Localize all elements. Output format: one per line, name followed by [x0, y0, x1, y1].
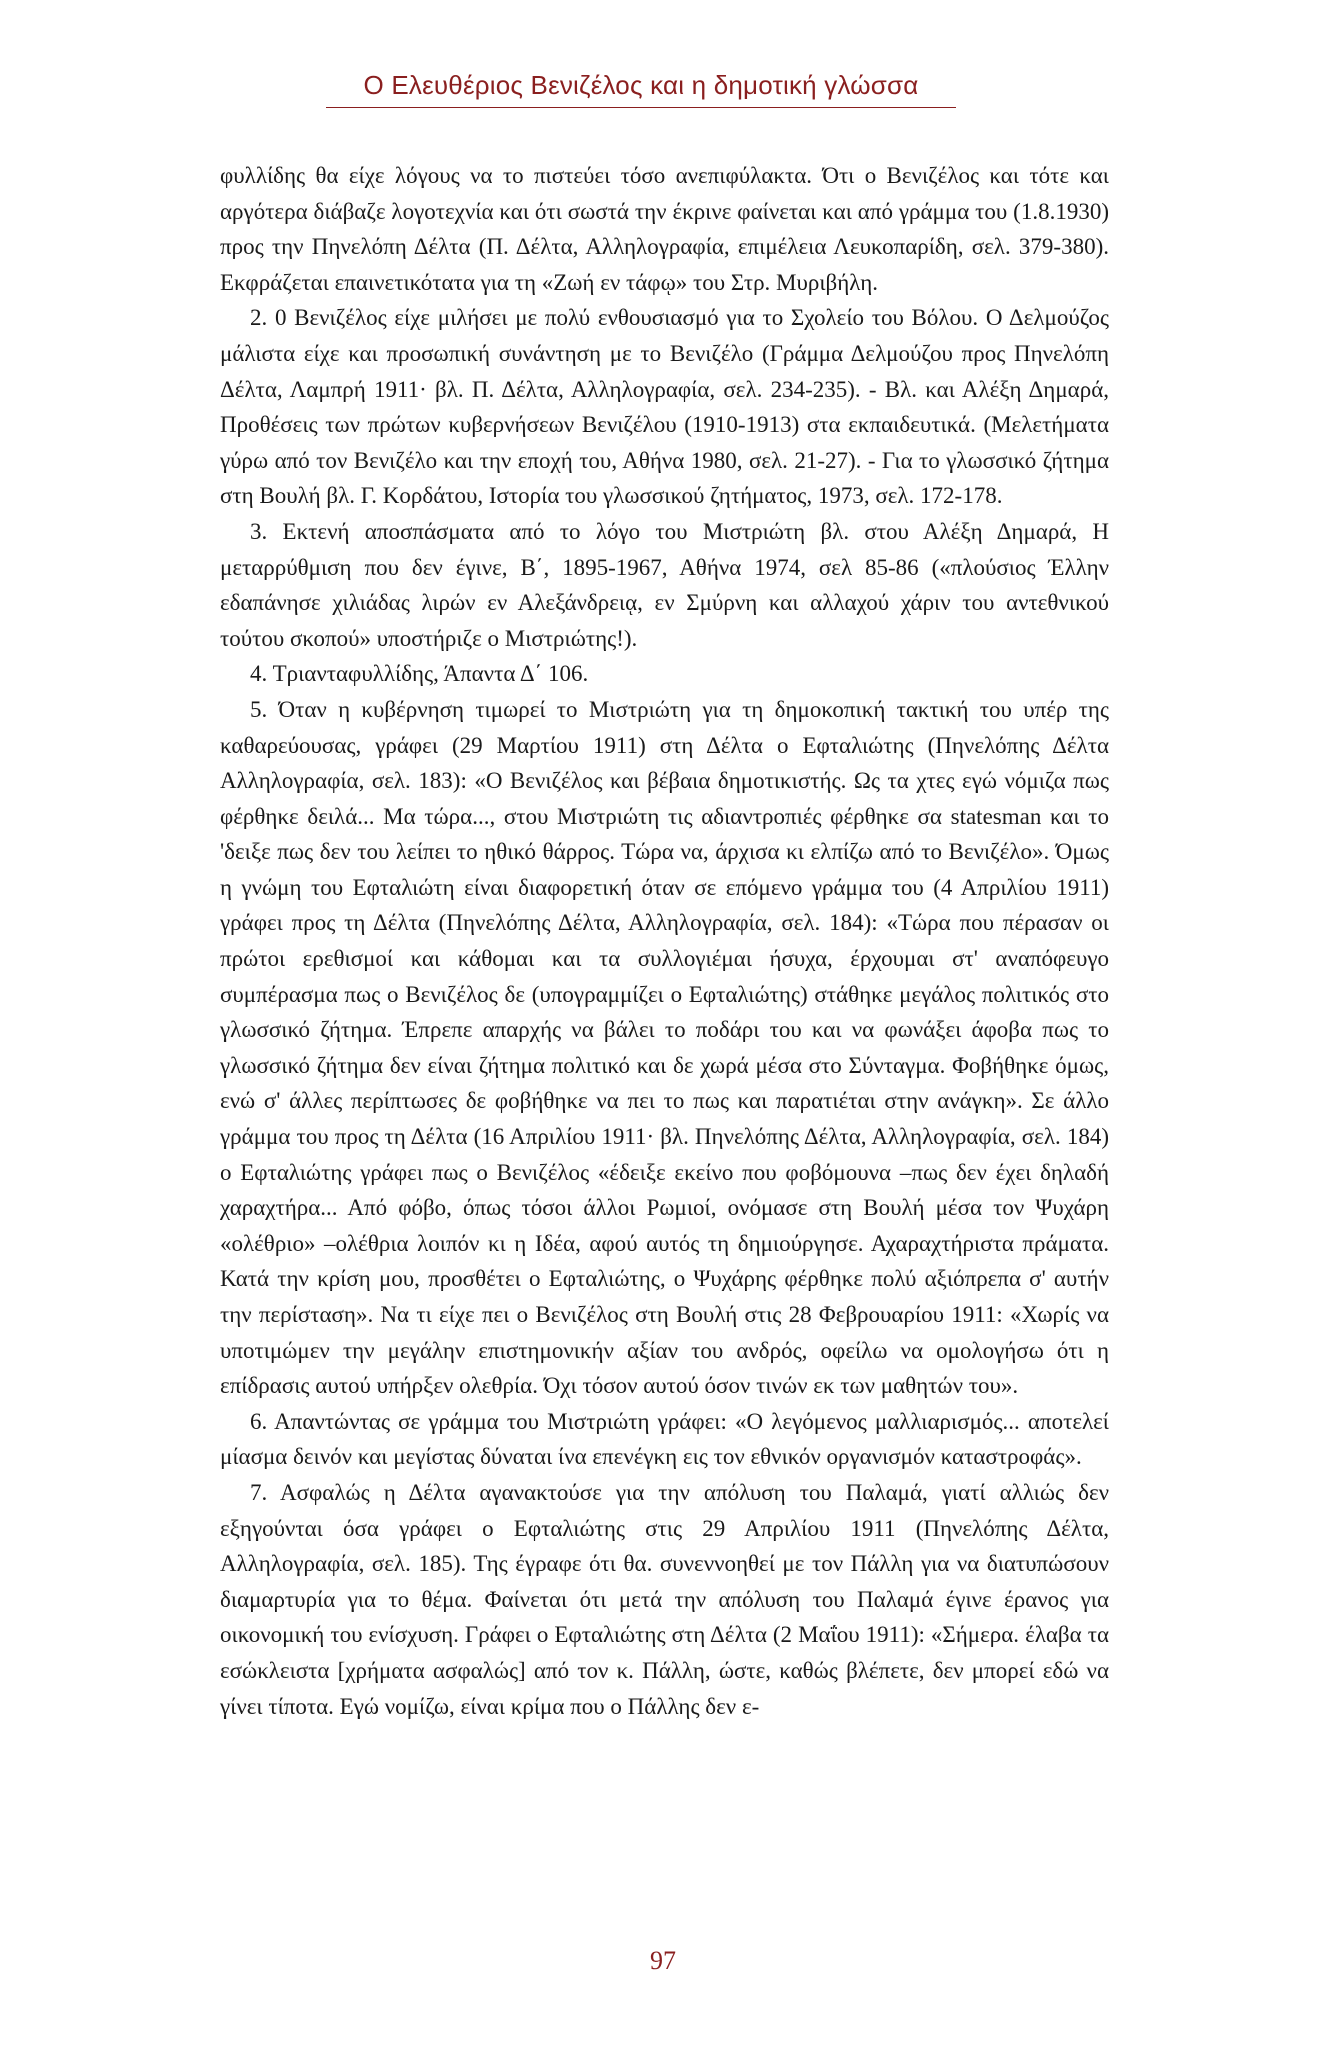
footnotes-body	[220, 158, 1109, 1724]
note-7: 7. Ασφαλώς η Δέλτα αγανακτούσε για την απόλυση του Παλαμά, γιατί αλλιώς δεν εξηγούνται όσα γράφει ο Εφταλιώτης στις 29 Απριλίου 1911 (Πηνελόπης Δέλτα, Αλληλογραφία, σελ. 185). Της έγραφε ότι θα. συνεννοηθεί με τον Πάλλη για να διατυπώσουν διαμαρτυρία για το θέμα. Φαίνεται ότι μετά την απόλυση του Παλαμά έγινε έρανος για οικονομική του ενίσχυση. Γράφει ο Εφταλιώτης στη Δέλτα (2 Μαΐου 1911): «Σήμερα. έλαβα τα εσώκλειστα [χρήματα ασφαλώς] από τον κ. Πάλλη, ώστε, καθώς βλέπετε, δεν μπορεί εδώ να γίνει τίποτα. Εγώ νομίζω, είναι κρίμα που ο Πάλλης δεν ε-	[220, 1479, 1109, 1719]
note-2: 2. 0 Βενιζέλος είχε μιλήσει με πολύ ενθουσιασμό για το Σχολείο του Βόλου. Ο Δελμούζος μάλιστα είχε και προσωπική συνάντηση με το Βενιζέλο (Γράμμα Δελμούζου προς Πηνελόπη Δέλτα, Λαμπρή 1911· βλ. Π. Δέλτα, Αλληλογραφία, σελ. 234-235). - Βλ. και Αλέξη Δημαρά, Προθέσεις των πρώτων κυβερνήσεων Βενιζέλου (1910-1913) στα εκπαιδευτικά. (Μελετήματα γύρω από τον Βενιζέλο και την εποχή του, Αθήνα 1980, σελ. 21-27). - Για το γλωσσικό ζήτημα στη Βουλή βλ. Γ. Κορδάτου, Ιστορία του γλωσσικού ζητήματος, 1973, σελ. 172-178.	[220, 305, 1109, 509]
running-head-title: Ο Ελευθέριος Βενιζέλος και η δημοτική γλώσσα	[326, 70, 956, 108]
note-continuation: φυλλίδης θα είχε λόγους να το πιστεύει τόσο ανεπιφύλακτα. Ότι ο Βενιζέλος και τότε και αργότερα διάβαζε λογοτεχνία και ότι σωστά την έκρινε φαίνεται και από γράμμα του (1.8.1930) προς την Πηνελόπη Δέλτα (Π. Δέλτα, Αλληλογραφία, επιμέλεια Λευκοπαρίδη, σελ. 379-380). Εκφράζεται επαινετικότατα για τη «Ζωή εν τάφῳ» του Στρ. Μυριβήλη.	[220, 163, 1109, 295]
note-3: 3. Εκτενή αποσπάσματα από το λόγο του Μιστριώτη βλ. στου Αλέξη Δημαρά, Η μεταρρύθμιση που δεν έγινε, Β΄, 1895-1967, Αθήνα 1974, σελ 85-86 («πλούσιος Έλλην εδαπάνησε χιλιάδας λιρών εν Αλεξάνδρειᾳ, εν Σμύρνη και αλλαχού χάριν του αντεθνικού τούτου σκοπού» υποστήριζε ο Μιστριώτης!).	[220, 518, 1109, 651]
note-5: 5. Όταν η κυβέρνηση τιμωρεί το Μιστριώτη για τη δημοκοπική τακτική του υπέρ της καθαρεύουσας, γράφει (29 Μαρτίου 1911) στη Δέλτα ο Εφταλιώτης (Πηνελόπης Δέλτα Αλληλογραφία, σελ. 183): «Ο Βενιζέλος και βέβαια δημοτικιστής. Ως τα χτες εγώ νόμιζα πως φέρθηκε δειλά... Μα τώρα..., στου Μιστριώτη τις αδιαντροπιές φέρθηκε σα statesman και το 'δειξε πως δεν του λείπει το ηθικό θάρρος. Τώρα να, άρχισα κι ελπίζω από το Βενιζέλο». Όμως η γνώμη του Εφταλιώτη είναι διαφορετική όταν σε επόμενο γράμμα του (4 Απριλίου 1911) γράφει προς τη Δέλτα (Πηνελόπης Δέλτα, Αλληλογραφία, σελ. 184): «Τώρα που πέρασαν οι πρώτοι ερεθισμοί και κάθομαι και τα συλλογιέμαι ήσυχα, έρχουμαι στ' αναπόφευγο συμπέρασμα πως ο Βενιζέλος δε (υπογραμμίζει ο Εφταλιώτης) στάθηκε μεγάλος πολιτικός στο γλωσσικό ζήτημα. Έπρεπε απαρχής να βάλει το ποδάρι του και να φωνάξει άφοβα πως το γλωσσικό ζήτημα δεν είναι ζήτημα πολιτικό και δε χωρά μέσα στο Σύνταγμα. Φοβήθηκε όμως, ενώ σ' άλλες περίπτωσες δε φοβήθηκε να πει το πως και παρατιέται στην ανάγκη». Σε άλλο γράμμα του προς τη Δέλτα (16 Απριλίου 1911· βλ. Πηνελόπης Δέλτα, Αλληλογραφία, σελ. 184) ο Εφταλιώτης γράφει πως ο Βενιζέλος «έδειξε εκείνο που φοβόμουνα –πως δεν έχει δηλαδή χαραχτήρα... Από φόβο, όπως τόσοι άλλοι Ρωμιοί, ονόμασε στη Βουλή μέσα τον Ψυχάρη «ολέθριο» –ολέθρια λοιπόν κι η Ιδέα, αφού αυτός τη δημιούργησε. Αχαραχτήριστα πράματα. Κατά την κρίση μου, προσθέτει ο Εφταλιώτης, ο Ψυχάρης φέρθηκε πολύ αξιόπρεπα σ' αυτήν την περίσταση». Να τι είχε πει ο Βενιζέλος στη Βουλή στις 28 Φεβρουαρίου 1911: «Χωρίς να υποτιμώμεν την μεγάλην επιστημονικήν αξίαν του ανδρός, οφείλω να ομολογήσω ότι η επίδρασις αυτού υπήρξεν ολεθρία. Όχι τόσον αυτού όσον τινών εκ των μαθητών του».	[220, 696, 1109, 1399]
page-number: 97	[650, 1946, 676, 1975]
note-6: 6. Απαντώντας σε γράμμα του Μιστριώτη γράφει: «Ο λεγόμενος μαλλιαρισμός... αποτελεί μίασμα δεινόν και μεγίστας δύναται ίνα επενέγκη εις τον εθνικόν οργανισμόν καταστροφάς».	[220, 1408, 1109, 1470]
note-4: 4. Τριανταφυλλίδης, Άπαντα Δ΄ 106.	[250, 661, 589, 687]
